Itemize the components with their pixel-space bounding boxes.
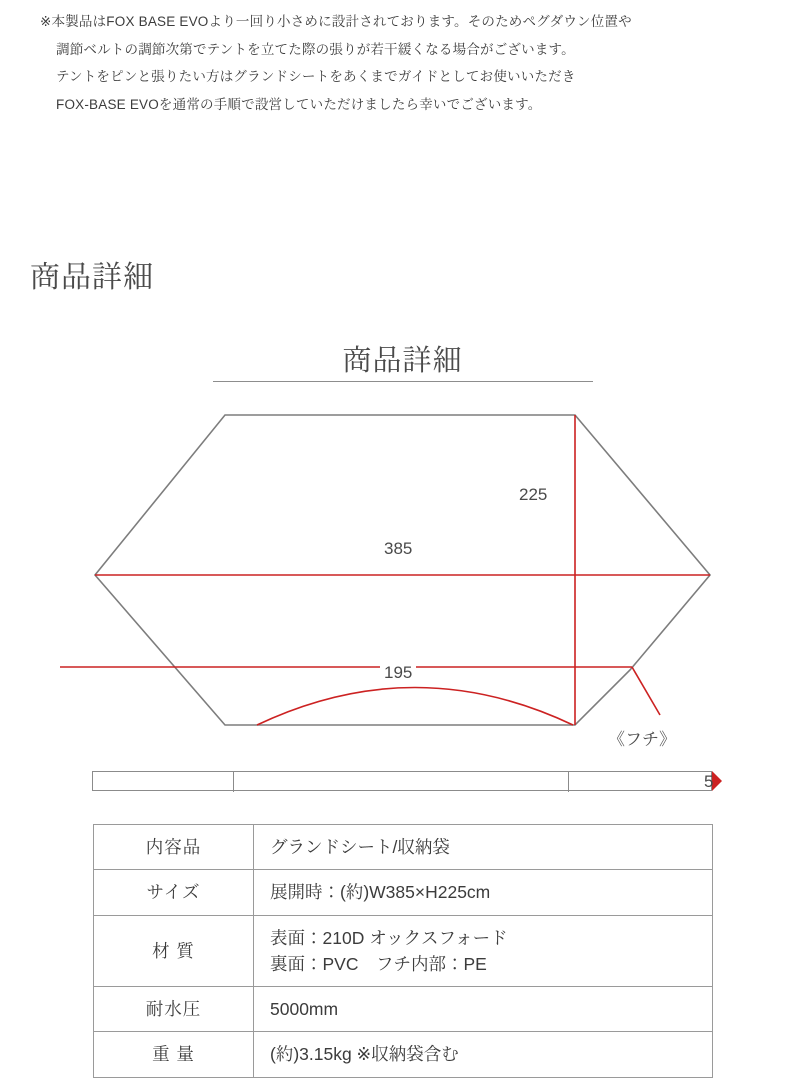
spec-value-line: (約)3.15kg ※収納袋含む (270, 1044, 459, 1065)
thickness-bar (92, 771, 717, 793)
note-line-4: FOX-BASE EVOを通常の手順で設営していただけましたら幸いでございます。 (56, 97, 542, 113)
spec-key: サイズ (94, 870, 254, 915)
spec-value-line: グランドシート/収納袋 (270, 837, 450, 857)
dimension-width-label: 385 (380, 539, 416, 559)
spec-key: 耐水圧 (94, 987, 254, 1032)
note-line-3: テントをピンと張りたい方はグランドシートをあくまでガイドとしてお使いいただき (56, 69, 576, 85)
table-row (94, 987, 713, 1032)
edge-callout-label: 《フチ》 (608, 730, 676, 749)
product-note (40, 8, 770, 119)
note-line-2: 調節ベルトの調節次第でテントを立てた際の張りが若干緩くなる場合がございます。 (56, 41, 575, 57)
bar-divider-2 (568, 772, 569, 792)
page-title: 商品詳細 (30, 261, 154, 294)
bar-arrow-icon (712, 771, 722, 791)
spec-value-line: 表面：210D オックスフォード (270, 927, 508, 948)
bar-dimension-label: 5 (704, 772, 714, 791)
spec-value-line: 展開時：(約)W385×H225cm (270, 882, 491, 903)
table-row (94, 825, 713, 870)
diagram-title-underline (213, 381, 593, 382)
spec-value (254, 870, 713, 915)
spec-value-line-secondary: 裏面：PVC フチ内部：PE (270, 953, 487, 974)
spec-value (254, 1032, 713, 1077)
spec-table (93, 824, 713, 1078)
edge-callout-line (632, 667, 660, 715)
bar-divider-1 (233, 772, 234, 792)
spec-key: 重 量 (94, 1032, 254, 1077)
spec-value (254, 987, 713, 1032)
dimension-height-label: 225 (515, 485, 551, 505)
bar-body (92, 771, 712, 791)
groundsheet-diagram (60, 395, 750, 765)
spec-value-line: 5000mm (270, 999, 339, 1019)
note-line-1: ※本製品はFOX BASE EVOより一回り小さめに設計されております。そのためペグダウン位置や (40, 14, 632, 29)
spec-value (254, 915, 713, 987)
spec-value (254, 825, 713, 870)
diagram-title: 商品詳細 (342, 345, 463, 377)
spec-key: 材 質 (94, 915, 254, 987)
table-row (94, 915, 713, 987)
table-row (94, 1032, 713, 1077)
bottom-dimension-arc (257, 688, 573, 726)
spec-key: 内容品 (94, 825, 254, 870)
table-row (94, 870, 713, 915)
dimension-bottom-label: 195 (380, 663, 416, 683)
